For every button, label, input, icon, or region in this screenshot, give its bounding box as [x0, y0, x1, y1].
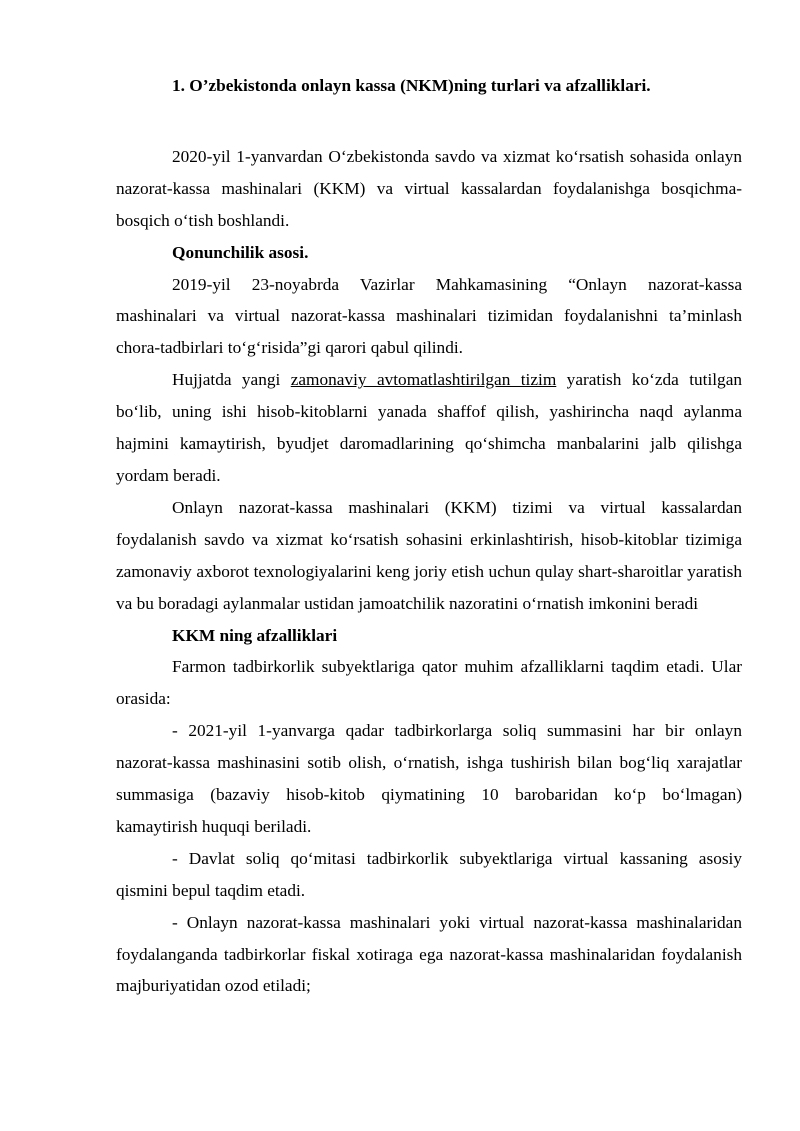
- list-item-tax-deduction: - 2021-yil 1-yanvarga qadar tadbirkorlarga soliq summasini har bir onlayn nazorat-kassa mashinasini sotib olish, o‘rnatish, ishga tushirish bilan bog‘liq xarajatlar summasiga (bazaviy hisob-kitob qiymatining 10 barobaridan ko‘p bo‘lmagan) kamaytirish huquqi beriladi.: [116, 721, 742, 836]
- paragraph-new-system: [116, 364, 742, 492]
- section-heading-advantages: KKM ning afzalliklari: [172, 625, 338, 645]
- paragraph-resolution: 2019-yil 23-noyabrda Vazirlar Mahkamasining “Onlayn nazorat-kassa mashinalari va virtual nazorat-kassa mashinalari tizimidan foydalanishni ta’minlash chora-tadbirlari to‘g‘risida”gi qarori qabul qilindi.: [116, 274, 742, 358]
- document-page: [116, 70, 742, 1002]
- paragraph-kkm-system: Onlayn nazorat-kassa mashinalari (KKM) tizimi va virtual kassalardan foydalanish savdo va xizmat ko‘rsatish sohasini erkinlashtirish, hisob-kitoblar tizimiga zamonaviy axborot texnologiyalarini keng joriy etish uchun qulay shart-sharoitlar yaratish va bu boradagi aylanmalar ustidan jamoatchilik nazoratini o‘rnatish imkonini beradi: [116, 497, 742, 613]
- document-title: 1. O’zbekistonda onlayn kassa (NKM)ning turlari va afzalliklari.: [172, 76, 651, 95]
- paragraph-decree-advantages: Farmon tadbirkorlik subyektlariga qator muhim afzalliklarni taqdim etadi. Ular orasida:: [116, 657, 742, 709]
- list-item-exemption: - Onlayn nazorat-kassa mashinalari yoki virtual nazorat-kassa mashinalaridan foydalanganda tadbirkorlar fiskal xotiraga ega nazorat-kassa mashinalaridan foydalanish majburiyatidan ozod etiladi;: [116, 912, 742, 996]
- automated-system-link[interactable]: zamonaviy avtomatlashtirilgan tizim: [290, 370, 557, 390]
- list-item-free-virtual-kassa: - Davlat soliq qo‘mitasi tadbirkorlik subyektlariga virtual kassaning asosiy qismini bepul taqdim etadi.: [116, 848, 742, 900]
- paragraph-text-start: Hujjatda yangi: [172, 370, 291, 390]
- paragraph-intro: 2020-yil 1-yanvardan O‘zbekistonda savdo va xizmat ko‘rsatish sohasida onlayn nazorat-kassa mashinalari (KKM) va virtual kassalardan foydalanishga bosqichma-bosqich o‘tish boshlandi.: [116, 146, 742, 230]
- section-heading-legal-basis: Qonunchilik asosi.: [172, 242, 309, 262]
- paragraph-text-end: yaratish ko‘zda tutilgan bo‘lib, uning ishi hisob-kitoblarni yanada shaffof qilish, yashirincha naqd aylanma hajmini kamaytirish, byudjet daromadlarining qo‘shimcha manbalarini jalb qilishga yordam beradi.: [116, 370, 743, 485]
